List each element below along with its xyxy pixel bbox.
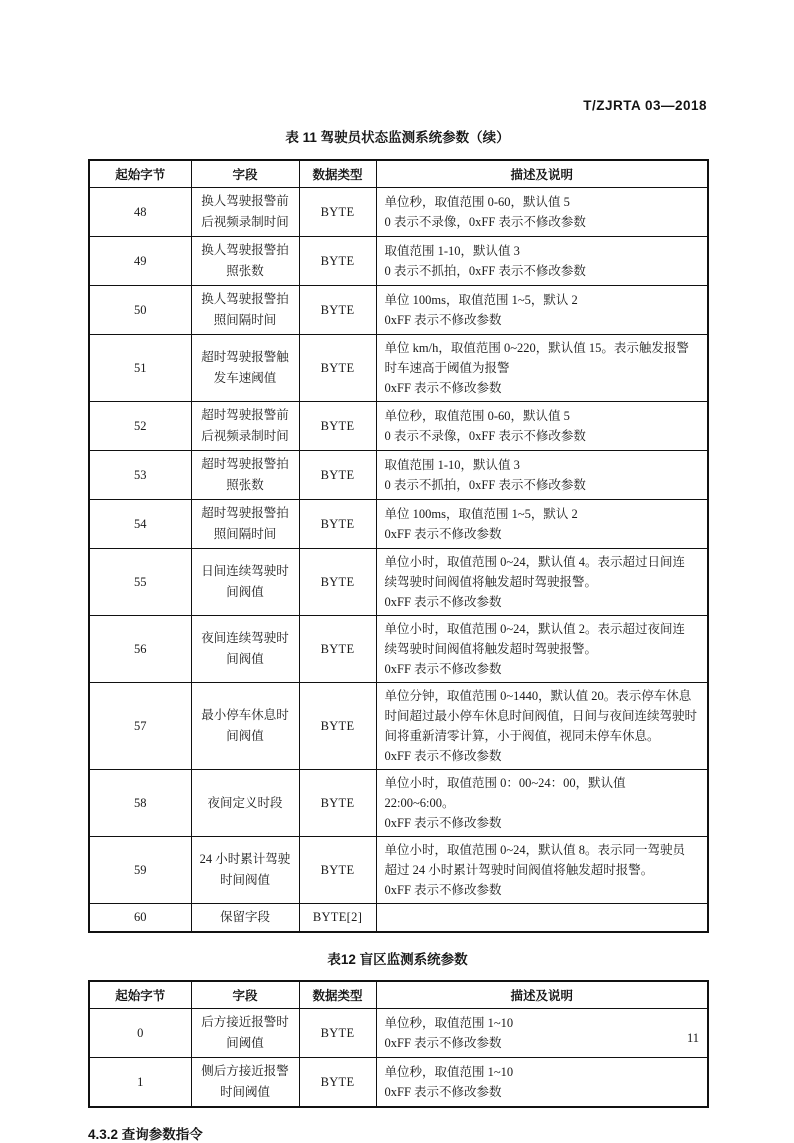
table-row xyxy=(89,286,708,335)
field-cell: 换人驾驶报警前 后视频录制时间 xyxy=(191,188,299,237)
data-type-cell: BYTE xyxy=(299,237,376,286)
field-cell: 最小停车休息时 间阀值 xyxy=(191,683,299,770)
start-byte-cell: 52 xyxy=(89,402,191,451)
start-byte-cell: 59 xyxy=(89,837,191,904)
table11-header-description: 描述及说明 xyxy=(376,160,708,188)
field-cell: 超时驾驶报警拍 照张数 xyxy=(191,451,299,500)
table-row xyxy=(89,837,708,904)
field-cell: 后方接近报警时 间阈值 xyxy=(191,1009,299,1058)
description-cell: 单位 100ms，取值范围 1~5，默认 2 0xFF 表示不修改参数 xyxy=(376,286,708,335)
start-byte-cell: 50 xyxy=(89,286,191,335)
table12-header-field: 字段 xyxy=(191,981,299,1009)
start-byte-cell: 55 xyxy=(89,549,191,616)
table11-title: 表 11 驾驶员状态监测系统参数（续） xyxy=(285,130,510,145)
data-type-cell: BYTE xyxy=(299,616,376,683)
table12-header-row xyxy=(89,981,708,1009)
table11-header-row xyxy=(89,160,708,188)
description-cell: 单位小时，取值范围 0~24，默认值 2。表示超过夜间连续驾驶时间阀值将触发超时驾驶报警。 0xFF 表示不修改参数 xyxy=(376,616,708,683)
description-cell: 取值范围 1-10，默认值 3 0 表示不抓拍，0xFF 表示不修改参数 xyxy=(376,451,708,500)
data-type-cell: BYTE xyxy=(299,188,376,237)
description-cell: 单位秒，取值范围 1~10 0xFF 表示不修改参数 xyxy=(376,1058,708,1108)
section-heading: 4.3.2 查询参数指令 xyxy=(88,1127,203,1142)
field-cell: 超时驾驶报警触 发车速阈值 xyxy=(191,335,299,402)
data-type-cell: BYTE xyxy=(299,1009,376,1058)
table-row xyxy=(89,770,708,837)
table-row xyxy=(89,904,708,933)
start-byte-cell: 54 xyxy=(89,500,191,549)
page-number: 11 xyxy=(686,1031,699,1045)
data-type-cell: BYTE[2] xyxy=(299,904,376,933)
field-cell: 超时驾驶报警前 后视频录制时间 xyxy=(191,402,299,451)
table12-title: 表12 盲区监测系统参数 xyxy=(327,952,468,967)
description-cell: 单位 km/h，取值范围 0~220，默认值 15。表示触发报警时车速高于阈值为报警 0xFF 表示不修改参数 xyxy=(376,335,708,402)
data-type-cell: BYTE xyxy=(299,500,376,549)
description-cell xyxy=(376,904,708,933)
table-row xyxy=(89,549,708,616)
data-type-cell: BYTE xyxy=(299,286,376,335)
table-row xyxy=(89,683,708,770)
table-row xyxy=(89,451,708,500)
data-type-cell: BYTE xyxy=(299,770,376,837)
data-type-cell: BYTE xyxy=(299,335,376,402)
table12 xyxy=(88,980,709,1108)
data-type-cell: BYTE xyxy=(299,402,376,451)
table12-header-data-type: 数据类型 xyxy=(299,981,376,1009)
field-cell: 日间连续驾驶时 间阀值 xyxy=(191,549,299,616)
table12-header-start-byte: 起始字节 xyxy=(89,981,191,1009)
field-cell: 换人驾驶报警拍 照张数 xyxy=(191,237,299,286)
description-cell: 取值范围 1-10，默认值 3 0 表示不抓拍，0xFF 表示不修改参数 xyxy=(376,237,708,286)
field-cell: 夜间定义时段 xyxy=(191,770,299,837)
table11 xyxy=(88,159,709,933)
field-cell: 24 小时累计驾驶 时间阀值 xyxy=(191,837,299,904)
table-row xyxy=(89,616,708,683)
field-cell: 换人驾驶报警拍 照间隔时间 xyxy=(191,286,299,335)
description-cell: 单位小时，取值范围 0~24，默认值 8。表示同一驾驶员超过 24 小时累计驾驶时间阀值将触发超时报警。 0xFF 表示不修改参数 xyxy=(376,837,708,904)
start-byte-cell: 51 xyxy=(89,335,191,402)
data-type-cell: BYTE xyxy=(299,549,376,616)
table-row xyxy=(89,1058,708,1108)
table11-header-start-byte: 起始字节 xyxy=(89,160,191,188)
doc-code: T/ZJRTA 03—2018 xyxy=(583,98,707,113)
start-byte-cell: 0 xyxy=(89,1009,191,1058)
description-cell: 单位分钟，取值范围 0~1440，默认值 20。表示停车休息时间超过最小停车休息时间阀值，日间与夜间连续驾驶时间将重新清零计算，小于阀值，视同未停车休息。 0xFF 表示不修改参数 xyxy=(376,683,708,770)
field-cell: 超时驾驶报警拍 照间隔时间 xyxy=(191,500,299,549)
start-byte-cell: 60 xyxy=(89,904,191,933)
table11-header-data-type: 数据类型 xyxy=(299,160,376,188)
field-cell: 夜间连续驾驶时 间阀值 xyxy=(191,616,299,683)
start-byte-cell: 1 xyxy=(89,1058,191,1108)
description-cell: 单位秒，取值范围 0-60，默认值 5 0 表示不录像，0xFF 表示不修改参数 xyxy=(376,402,708,451)
table-row xyxy=(89,500,708,549)
table12-header-description: 描述及说明 xyxy=(376,981,708,1009)
start-byte-cell: 48 xyxy=(89,188,191,237)
data-type-cell: BYTE xyxy=(299,683,376,770)
description-cell: 单位 100ms，取值范围 1~5，默认 2 0xFF 表示不修改参数 xyxy=(376,500,708,549)
start-byte-cell: 57 xyxy=(89,683,191,770)
table-row xyxy=(89,237,708,286)
start-byte-cell: 53 xyxy=(89,451,191,500)
start-byte-cell: 56 xyxy=(89,616,191,683)
field-cell: 保留字段 xyxy=(191,904,299,933)
table-row xyxy=(89,402,708,451)
data-type-cell: BYTE xyxy=(299,451,376,500)
description-cell: 单位秒，取值范围 1~10 0xFF 表示不修改参数 xyxy=(376,1009,708,1058)
table-row xyxy=(89,1009,708,1058)
description-cell: 单位秒，取值范围 0-60，默认值 5 0 表示不录像，0xFF 表示不修改参数 xyxy=(376,188,708,237)
description-cell: 单位小时，取值范围 0~24，默认值 4。表示超过日间连续驾驶时间阀值将触发超时驾驶报警。 0xFF 表示不修改参数 xyxy=(376,549,708,616)
description-cell: 单位小时，取值范围 0：00~24：00，默认值 22:00~6:00。 0xFF 表示不修改参数 xyxy=(376,770,708,837)
table-row xyxy=(89,188,708,237)
data-type-cell: BYTE xyxy=(299,837,376,904)
table-row xyxy=(89,335,708,402)
table11-header-field: 字段 xyxy=(191,160,299,188)
start-byte-cell: 49 xyxy=(89,237,191,286)
field-cell: 侧后方接近报警 时间阈值 xyxy=(191,1058,299,1108)
start-byte-cell: 58 xyxy=(89,770,191,837)
data-type-cell: BYTE xyxy=(299,1058,376,1108)
